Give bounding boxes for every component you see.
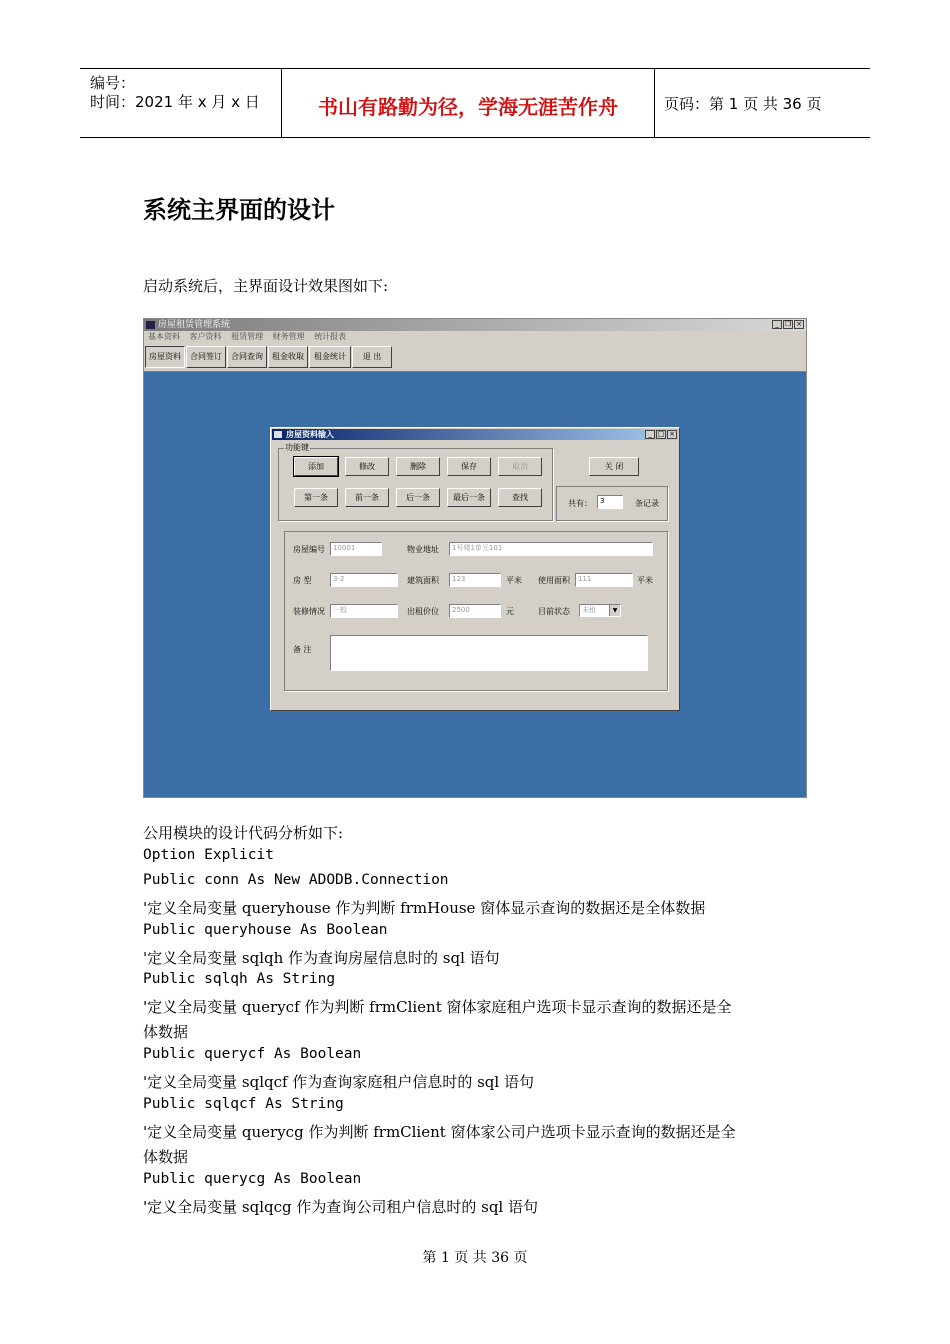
text-line: 体数据	[143, 1147, 189, 1166]
toolbar-house-button[interactable]: 房屋资料	[145, 346, 185, 368]
text-line: '定义全局变量 querycg 作为判断 frmClient 窗体家公司户选项卡显示查询的数据还是全	[143, 1122, 736, 1141]
menu-item-lease[interactable]: 租赁管理	[231, 332, 264, 341]
toolbar-rent-collect-button[interactable]: 租金收取	[268, 346, 308, 368]
total-count-field: 3	[597, 495, 623, 509]
text-line: 体数据	[143, 1023, 189, 1042]
text-line: '定义全局变量 sqlqcf 作为查询家庭租户信息时的 sql 语句	[143, 1073, 534, 1091]
decor-field[interactable]: 一般	[330, 604, 398, 618]
use-area-unit: 平米	[637, 576, 653, 585]
address-label: 物业地址	[407, 545, 439, 554]
add-button[interactable]: 添加	[294, 457, 338, 476]
decor-label: 装修情况	[293, 607, 325, 616]
prev-record-button[interactable]: 前一条	[345, 488, 389, 507]
remark-field[interactable]	[330, 635, 648, 671]
first-record-button[interactable]: 第一条	[294, 488, 338, 507]
restore-icon[interactable]: ❐	[784, 320, 792, 328]
window-titlebar	[144, 319, 806, 331]
house-fields-group	[284, 531, 668, 691]
code-line: Public queryhouse As Boolean	[143, 921, 388, 938]
window-title: 房屋租赁管理系统	[158, 320, 231, 330]
chevron-down-icon[interactable]: ▼	[609, 605, 620, 617]
status-value: 未租	[582, 606, 596, 614]
cancel-button[interactable]: 取消	[498, 457, 542, 476]
total-label: 共有：	[568, 499, 592, 508]
price-label: 出租价位	[407, 607, 439, 616]
toolbar-rent-stats-button[interactable]: 租金统计	[309, 346, 351, 368]
toolbar-contract-sign-button[interactable]: 合同签订	[186, 346, 226, 368]
code-line: Public sqlqh As String	[143, 971, 336, 988]
remark-label: 备 注	[293, 645, 312, 654]
use-area-label: 使用面积	[538, 576, 570, 585]
type-field[interactable]: 3-2	[330, 573, 398, 587]
menu-item-basic[interactable]: 基本资料	[148, 332, 180, 341]
close-button[interactable]: 关 闭	[589, 457, 639, 476]
page-header	[80, 68, 870, 138]
code-line: Public querycg As Boolean	[143, 1170, 362, 1187]
last-record-button[interactable]: 最后一条	[447, 488, 491, 507]
address-field[interactable]: 1号楼1单元101	[449, 542, 653, 556]
main-window-screenshot	[143, 318, 807, 798]
app-icon	[146, 321, 155, 329]
text-line: '定义全局变量 queryhouse 作为判断 frmHouse 窗体显示查询的数据还是全体数据	[143, 898, 706, 917]
records-label: 条记录	[635, 499, 659, 508]
type-label: 房 型	[293, 576, 312, 585]
dialog-title: 房屋资料输入	[286, 430, 334, 439]
code-line: Public querycf As Boolean	[143, 1046, 362, 1063]
next-record-button[interactable]: 后一条	[396, 488, 440, 507]
code-line: Option Explicit	[143, 846, 274, 863]
use-area-field[interactable]: 111	[575, 573, 633, 587]
code-line: Public conn As New ADODB.Connection	[143, 871, 449, 888]
menu-item-report[interactable]: 统计报表	[314, 332, 347, 341]
build-area-label: 建筑面积	[407, 576, 439, 585]
intro-text: 启动系统后，主界面设计效果图如下:	[143, 277, 389, 295]
dialog-minimize-icon[interactable]: _	[645, 430, 655, 439]
page-number-label: 页码：第 1 页 共 36 页	[664, 95, 822, 113]
dialog-close-icon[interactable]: ×	[667, 430, 677, 439]
dialog-titlebar	[272, 429, 678, 440]
number-label: 编号：	[90, 74, 136, 92]
status-label: 目前状态	[538, 607, 570, 616]
edit-button[interactable]: 修改	[345, 457, 389, 476]
function-key-group	[278, 443, 553, 521]
toolbar-exit-button[interactable]: 退 出	[352, 346, 392, 368]
save-button[interactable]: 保存	[447, 457, 491, 476]
menu-item-finance[interactable]: 财务管理	[272, 332, 305, 341]
section-title: 系统主界面的设计	[143, 195, 335, 224]
function-key-group-label: 功能键	[285, 443, 309, 452]
time-label: 时间：2021 年 x 月 x 日	[90, 93, 260, 111]
delete-button[interactable]: 删除	[396, 457, 440, 476]
dialog-maximize-icon[interactable]: □	[657, 430, 665, 438]
menu-bar	[144, 331, 806, 343]
motto: 书山有路勤为径，学海无涯苦作舟	[318, 95, 618, 119]
menu-item-client[interactable]: 客户资料	[189, 332, 222, 341]
text-line: '定义全局变量 sqlqh 作为查询房屋信息时的 sql 语句	[143, 948, 500, 967]
code-line: Public sqlqcf As String	[143, 1095, 344, 1112]
minimize-icon[interactable]: _	[772, 320, 782, 329]
text-line: '定义全局变量 sqlqcg 作为查询公司租户信息时的 sql 语句	[143, 1197, 538, 1216]
house-no-label: 房屋编号	[293, 545, 325, 554]
build-area-unit: 平米	[506, 576, 522, 585]
header-page-cell	[654, 69, 870, 137]
build-area-field[interactable]: 123	[449, 573, 501, 587]
search-button[interactable]: 查找	[498, 488, 542, 507]
header-info-cell	[80, 69, 280, 137]
header-motto-cell	[281, 69, 655, 137]
status-select[interactable]	[579, 604, 621, 617]
text-line: 公用模块的设计代码分析如下:	[143, 824, 344, 842]
text-line: '定义全局变量 querycf 作为判断 frmClient 窗体家庭租户选项卡显示查询的数据还是全	[143, 998, 732, 1017]
record-count-group	[556, 486, 668, 521]
toolbar	[144, 343, 806, 372]
price-field[interactable]: 2500	[449, 604, 501, 618]
dialog-icon	[274, 431, 282, 438]
house-no-field[interactable]: 10001	[330, 542, 382, 556]
close-icon[interactable]: ×	[794, 320, 804, 329]
house-input-dialog	[270, 427, 680, 711]
price-unit: 元	[506, 607, 514, 616]
page-footer: 第 1 页 共 36 页	[422, 1250, 528, 1266]
toolbar-contract-query-button[interactable]: 合同查询	[227, 346, 267, 368]
